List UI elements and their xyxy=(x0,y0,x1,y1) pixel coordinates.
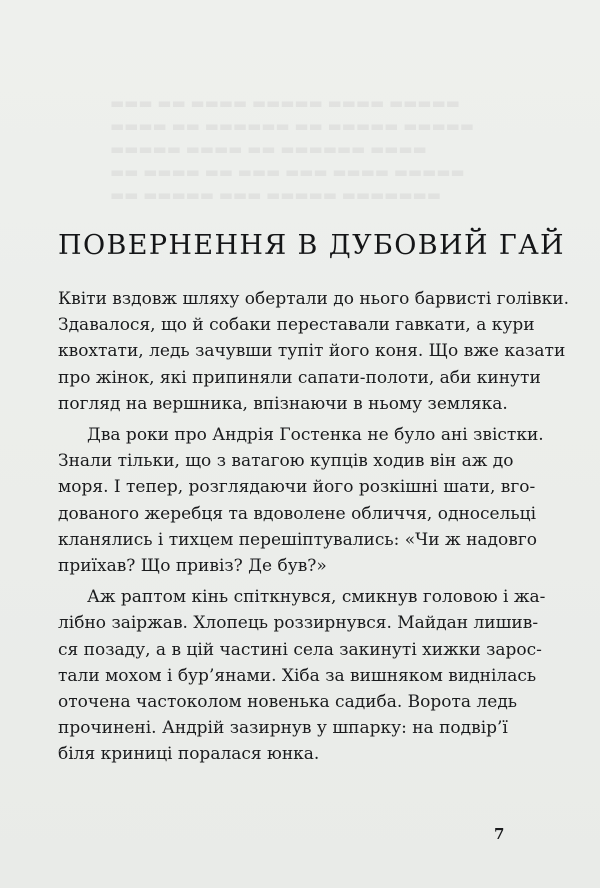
text-line: прочинені. Андрій зазирнув у шпарку: на подвір’ї xyxy=(58,718,508,739)
page-number: 7 xyxy=(494,825,505,843)
text-line: Аж раптом кінь спіткнувся, смикнув головою і жа- xyxy=(87,587,546,608)
paragraph xyxy=(58,422,544,579)
paragraph xyxy=(58,286,569,417)
text-line: дованого жеребця та вдоволене обличчя, односельці xyxy=(58,503,537,524)
text-line: про жінок, які припиняли сапати-полоти, аби кинути xyxy=(58,367,541,388)
text-line: тали мохом і бур’янами. Хіба за вишняком виднілась xyxy=(58,665,537,686)
text-line: приїхав? Що привіз? Де був?» xyxy=(58,556,327,577)
text-line: Знали тільки, що з ватагою купців ходив він аж до xyxy=(58,451,514,472)
text-line: оточена частоколом новенька садиба. Ворота ледь xyxy=(58,692,518,713)
text-line: Здавалося, що й собаки переставали гавкати, а кури xyxy=(58,315,535,336)
text-line: біля криниці поралася юнка. xyxy=(58,744,320,765)
text-line: лібно заіржав. Хлопець роззирнувся. Майдан лишив- xyxy=(58,613,539,634)
chapter-title: ПОВЕРНЕННЯ В ДУБОВИЙ ГАЙ xyxy=(58,230,565,261)
show-through-text: ▬▬▬ ▬▬ ▬▬▬▬ ▬▬▬▬▬ ▬▬▬▬ ▬▬▬▬▬ ▬▬▬▬ ▬▬ ▬▬▬▬▬▬ ▬▬ ▬▬▬▬▬ ▬▬▬▬▬ ▬▬▬▬▬ ▬▬▬▬ ▬▬ ▬▬▬▬▬▬ ▬▬▬▬ ▬▬ ▬▬▬▬ ▬▬ ▬▬▬ ▬▬▬ ▬▬▬▬ ▬▬▬▬▬ ▬▬ ▬▬▬▬▬ ▬▬▬ ▬▬▬▬▬ ▬▬▬▬▬▬▬ xyxy=(110,94,474,204)
text-line: квохтати, ледь зачувши тупіт його коня. Що вже казати xyxy=(58,341,566,362)
text-line: моря. І тепер, розглядаючи його розкішні шати, вго- xyxy=(58,477,536,498)
text-line: Два роки про Андрія Гостенка не було ані звістки. xyxy=(87,425,544,446)
paragraph xyxy=(58,584,546,767)
text-line: ся позаду, а в цій частині села закинуті хижки зарос- xyxy=(58,639,542,660)
text-line: кланялись і тихцем перешіптувались: «Чи ж надовго xyxy=(58,529,537,550)
body-text xyxy=(58,286,569,768)
text-line: погляд на вершника, впізнаючи в ньому земляка. xyxy=(58,393,508,414)
text-line: Квіти вздовж шляху обертали до нього барвисті голівки. xyxy=(58,289,569,309)
